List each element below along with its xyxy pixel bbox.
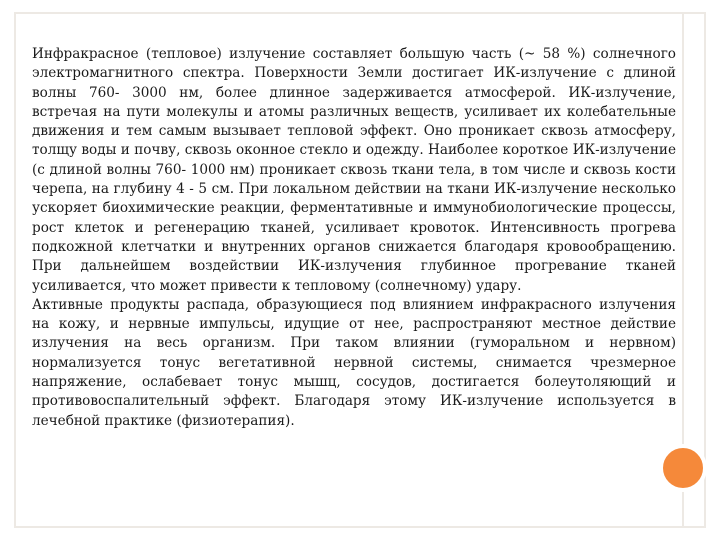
paragraph-infrared-description: Инфракрасное (тепловое) излучение составляет большую часть (~ 58 %) солнечного электромагнитного спектра. Поверхности Земли достигает ИК-излучение с длиной волны 760- 3000 нм, более длинное задерживается атмосферой. ИК-излучение, встречая на пути молекулы и атомы различных веществ, усиливает их колебательные движения и тем самым вызывает тепловой эффект. Оно проникает сквозь атмосферу, толщу воды и почву, сквозь оконное стекло и одежду. Наиболее короткое ИК-излучение (с длиной волны 760- 1000 нм) проникает сквозь ткани тела, в том числе и сквозь кости черепа, на глубину 4 - 5 см. При локальном действии на ткани ИК-излучение несколько ускоряет биохимические реакции, ферментативные и иммунобиологические процессы, рост клеток и регенерацию тканей, усиливает кровоток. Интенсивность прогрева подкожной клетчатки и внутренних органов снижается благодаря кровообращению. При дальнейшем воздействии ИК-излучения глубинное прогревание тканей усиливается, что может привести к тепловому (солнечному) удару. [32,46,676,294]
accent-circle [659,444,707,492]
paragraph-infrared-effects: Активные продукты распада, образующиеся под влиянием инфракрасного излучения на кожу, и нервные импульсы, идущие от нее, распространяют местное действие излучения на весь организм. При таком влиянии (гуморальном и нервном) нормализуется тонус вегетативной нервной системы, снимается чрезмерное напряжение, ослабевает тонус мышц, сосудов, достигается болеутоляющий и противовоспалительный эффект. Благодаря этому ИК-излучение используется в лечебной практике (физиотерапия). [32,296,676,429]
document-body [32,45,676,431]
